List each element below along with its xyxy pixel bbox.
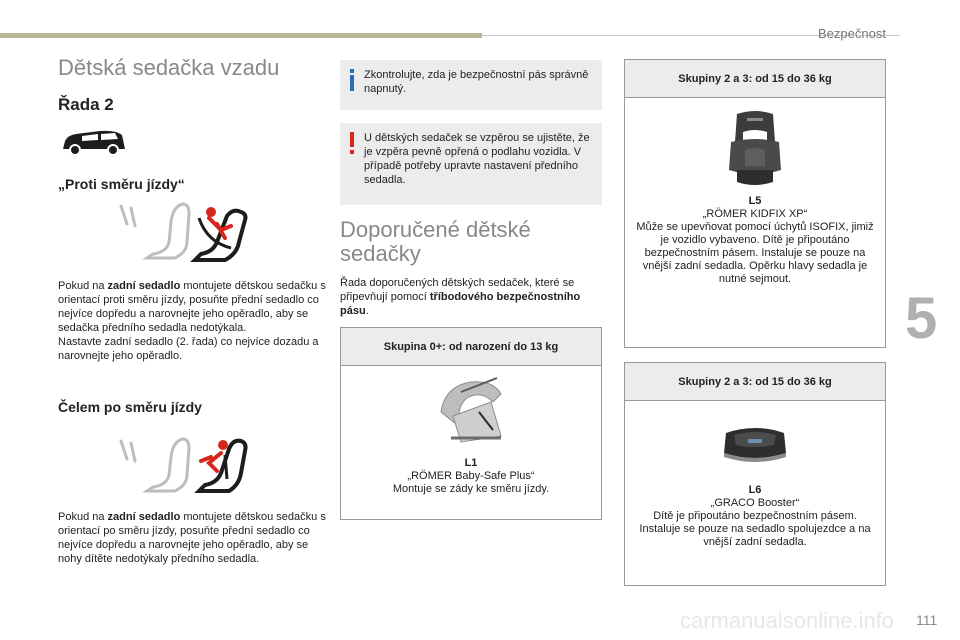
warning-icon bbox=[349, 132, 355, 154]
seat-box-l5 bbox=[624, 59, 886, 348]
section-label: Bezpečnost bbox=[818, 26, 886, 41]
booster-seat-image bbox=[625, 419, 885, 474]
seat-desc-l6: Dítě je připoutáno bezpečnostním pásem. Instaluje se pouze na sedadlo spolujezdce a na vnější zadní sedadla. bbox=[639, 510, 871, 548]
watermark: carmanualsonline.info bbox=[680, 608, 895, 633]
baby-safe-seat-image bbox=[341, 372, 601, 453]
rear-facing-text: Pokud na zadní sedadlo montujete dětskou sedačku s orientací proti směru jízdy, posuňte přední sedadlo co nejvíce dopředu a narovnejte jeho opěradlo, aby se sedačka předního sedadla nedotýkala. Nastavte zadní sedadlo (2. řada) co nejvíce dozadu a narovnejte jeho opěradlo. bbox=[58, 280, 326, 362]
seat-box-l5-header: Skupiny 2 a 3: od 15 do 36 kg bbox=[625, 60, 885, 98]
car-icon bbox=[60, 127, 328, 162]
seat-name-l5: „RÖMER KIDFIX XP“ bbox=[702, 208, 808, 220]
rear-facing-seat-icon bbox=[113, 202, 328, 269]
kidfix-seat-image bbox=[625, 108, 885, 193]
forward-facing-seat-icon bbox=[113, 437, 328, 498]
info-note bbox=[340, 60, 602, 110]
page-title: Dětská sedačka vzadu bbox=[58, 55, 280, 80]
warning-note bbox=[340, 123, 602, 205]
row-heading: Řada 2 bbox=[58, 95, 114, 114]
seat-box-l1 bbox=[340, 327, 602, 520]
seat-box-l6-header: Skupiny 2 a 3: od 15 do 36 kg bbox=[625, 363, 885, 401]
chapter-number: 5 bbox=[905, 286, 938, 351]
forward-facing-heading: Čelem po směru jízdy bbox=[58, 399, 202, 415]
page-number: 111 bbox=[916, 612, 938, 628]
info-note-text: Zkontrolujte, zda je bezpečnostní pás správně napnutý. bbox=[364, 69, 589, 95]
info-icon bbox=[349, 69, 355, 91]
recommended-intro: Řada doporučených dětských sedaček, které se připevňují pomocí tříbodového bezpečnostního pásu. bbox=[340, 277, 581, 317]
rear-facing-heading: „Proti směru jízdy“ bbox=[58, 176, 185, 192]
left-column bbox=[58, 55, 328, 566]
header-accent-bar bbox=[0, 33, 482, 38]
seat-name-l6: „GRACO Booster“ bbox=[710, 497, 800, 509]
seat-desc-l5: Může se upevňovat pomocí úchytů ISOFIX, jimiž je vozidlo vybaveno. Dítě je připoutáno bezpečnostním pásem. Instaluje se pouze na vnější zadní sedadla. Opěrku hlavy sedadla je nutné sejmout. bbox=[636, 221, 874, 285]
seat-code-l6: L6 bbox=[748, 484, 762, 496]
seat-box-l1-header: Skupina 0+: od narození do 13 kg bbox=[341, 328, 601, 366]
seat-box-l6 bbox=[624, 362, 886, 586]
warning-note-text: U dětských sedaček se vzpěrou se ujistěte, že je vzpěra pevně opřená o podlahu vozidla. V případě potřeby upravte nastavení předního sedadla. bbox=[364, 132, 590, 186]
seat-code-l1: L1 bbox=[464, 457, 478, 469]
seat-code-l5: L5 bbox=[748, 195, 762, 207]
recommended-heading: Doporučené dětské sedačky bbox=[340, 217, 531, 266]
forward-facing-text: Pokud na zadní sedadlo montujete dětskou sedačku s orientací po směru jízdy, posuňte přední sedadlo co nejvíce dopředu a narovnejte jeho opěradlo, aby se nohy dítěte nedotýkaly předního sedadla. bbox=[58, 511, 326, 565]
seat-desc-l1: Montuje se zády ke směru jízdy. bbox=[392, 483, 550, 495]
seat-name-l1: „RÖMER Baby-Safe Plus“ bbox=[407, 470, 535, 482]
